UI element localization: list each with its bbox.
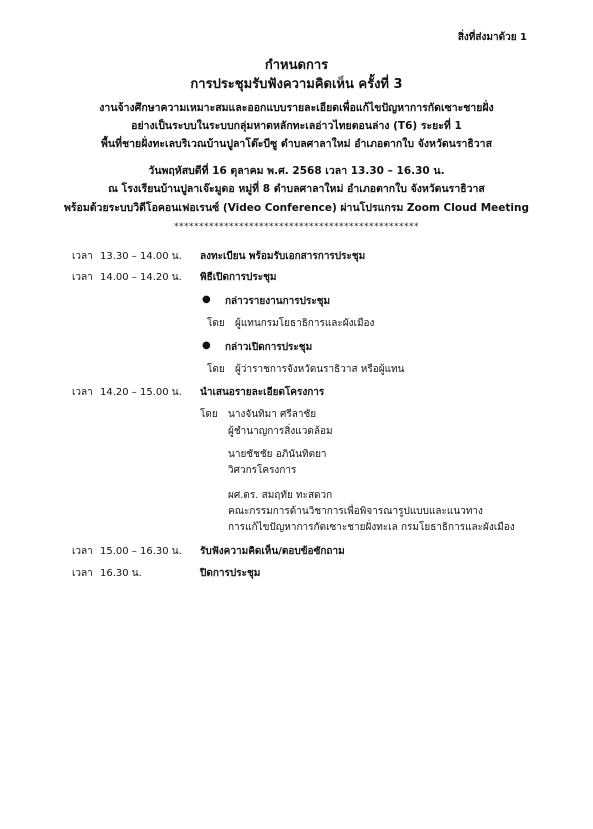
agenda-title: นำเสนอรายละเอียดโครงการ <box>200 387 325 398</box>
separator: ************************************************* <box>174 222 419 232</box>
opening-speech: กล่าวเปิดการประชุม <box>225 342 313 353</box>
time-label: เวลา <box>72 568 93 579</box>
project-line-1: งานจ้างศึกษาความเหมาะสมและออกแบบรายละเอียดเพื่อแก้ไขปัญหาการกัดเซาะชายฝั่ง <box>99 102 494 114</box>
presenter-role: วิศวกรโครงการ <box>228 465 297 476</box>
agenda-time: 13.30 – 14.00 น. <box>100 251 182 262</box>
time-label: เวลา <box>72 272 93 283</box>
document-subtitle: การประชุมรับฟังความคิดเห็น ครั้งที่ 3 <box>190 77 403 92</box>
agenda-time: 14.20 – 15.00 น. <box>100 387 182 398</box>
agenda-time: 15.00 – 16.30 น. <box>100 546 182 557</box>
presenter-role: ผู้ชำนาญการสิ่งแวดล้อม <box>228 426 333 437</box>
time-label: เวลา <box>72 251 93 262</box>
opening-report: กล่าวรายงานการประชุม <box>225 296 331 307</box>
opening-speech-by: ผู้ว่าราชการจังหวัดนราธิวาส หรือผู้แทน <box>235 364 405 375</box>
meeting-date: วันพฤหัสบดีที่ 16 ตุลาคม พ.ศ. 2568 เวลา 13.30 – 16.30 น. <box>148 165 445 177</box>
presenter-role-continued: การแก้ไขปัญหาการกัดเซาะชายฝั่งทะเล กรมโยธาธิการและผังเมือง <box>228 522 515 533</box>
by-label: โดย <box>200 409 218 420</box>
document-title: กำหนดการ <box>264 58 329 73</box>
meeting-online: พร้อมด้วยระบบวิดีโอคอนเฟอเรนซ์ (Video Conference) ผ่านโปรแกรม Zoom Cloud Meeting <box>63 202 530 214</box>
agenda-title: ลงทะเบียน พร้อมรับเอกสารการประชุม <box>200 251 366 262</box>
agenda-time: 14.00 – 14.20 น. <box>100 272 182 283</box>
by-label: โดย <box>207 318 225 329</box>
bullet-icon: ● <box>202 294 211 305</box>
bullet-icon: ● <box>202 340 211 351</box>
attachment-label: สิ่งที่ส่งมาด้วย 1 <box>457 32 527 43</box>
presenter-name: ผศ.ดร. สมฤทัย ทะสดวก <box>228 490 333 501</box>
presenter-name: นายชัชชัย อภินันทิตยา <box>228 449 327 460</box>
agenda-title: ปิดการประชุม <box>200 568 261 579</box>
by-label: โดย <box>207 364 225 375</box>
agenda-time: 16.30 น. <box>100 568 142 579</box>
presenter-role: คณะกรรมการด้านวิชาการเพื่อพิจารณารูปแบบและแนวทาง <box>228 506 483 517</box>
opening-report-by: ผู้แทนกรมโยธาธิการและผังเมือง <box>235 318 375 329</box>
meeting-venue: ณ โรงเรียนบ้านปูลาเจ๊ะมูดอ หมู่ที่ 8 ตำบลศาลาใหม่ อำเภอตากใบ จังหวัดนราธิวาส <box>108 183 485 195</box>
time-label: เวลา <box>72 546 93 557</box>
agenda-title: รับฟังความคิดเห็น/ตอบข้อซักถาม <box>200 546 345 557</box>
agenda-title: พิธีเปิดการประชุม <box>200 272 277 283</box>
time-label: เวลา <box>72 387 93 398</box>
project-line-3: พื้นที่ชายฝั่งทะเลบริเวณบ้านปูลาโต๊ะบีซู ตำบลศาลาใหม่ อำเภอตากใบ จังหวัดนราธิวาส <box>101 138 492 150</box>
project-line-2: อย่างเป็นระบบในระบบกลุ่มหาดหลักทะเลอ่าวไทยตอนล่าง (T6) ระยะที่ 1 <box>131 120 462 132</box>
presenter-name: นางจันทิมา ศรีลาชัย <box>228 409 317 420</box>
